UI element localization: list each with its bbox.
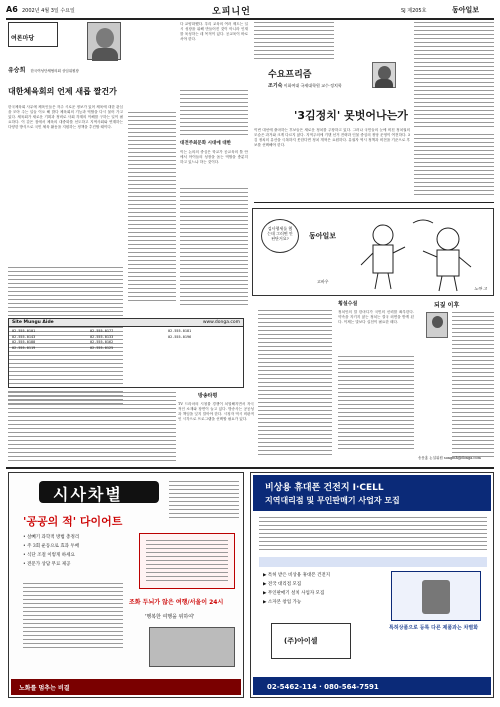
- directory-row: 02-555-0119: [12, 345, 36, 350]
- directory-row: 02-555-0162: [90, 340, 114, 344]
- cartoon-panel: [252, 208, 494, 296]
- ad-feature-item: • 식단 조절 이렇게 하세요: [23, 553, 75, 558]
- author-photo: [372, 62, 396, 88]
- opinion-column-2: [128, 22, 176, 307]
- ad-company-logo: [271, 623, 351, 659]
- article-body-top: 다 교양화했다. 우리 교육의 여러 제도는 일시 성장을 위해 만들어진 것이 아니라 인재를 육성하는 데 목적이 있다. 공교육이 바로 서야 한다.: [180, 22, 248, 41]
- directory-rows: [9, 327, 243, 353]
- ad-cta: 특허상품으로 등록 다른 제품과는 차별화: [389, 625, 479, 631]
- directory-row: 02-555-0125: [90, 345, 114, 350]
- ad-cta: 조화 두뇌가 않은 여행/서울이 24시: [129, 599, 224, 606]
- directory-row: 02-555-0188: [12, 340, 36, 344]
- directory-title: Site Mungu Aide: [12, 320, 54, 325]
- cartoon-caption: 고바우: [317, 279, 329, 284]
- column-name: 수요프리즘: [268, 70, 312, 80]
- masthead-rule: [6, 18, 494, 20]
- body-text-lines: [8, 392, 176, 464]
- ad-feature-list: [23, 533, 133, 569]
- column-name: 방송타평: [198, 393, 218, 399]
- directory-row: 02-555-0177: [90, 329, 114, 333]
- author-title: 한국여성단체협의회 상임위원장: [30, 69, 79, 73]
- cartoon-logo: 동아일보: [309, 232, 337, 240]
- directory-row: 02-555-0101: [12, 329, 36, 333]
- ad-feature-list: [263, 571, 383, 607]
- ad-feature-item: • 살빼기 과학적 방법 총정리: [23, 535, 80, 540]
- ad-feature-item: • 주 3회 운동으로 효과 두배: [23, 544, 80, 549]
- ad-feature-item: ▶ 전국 대리점 모집: [263, 582, 302, 587]
- opinion-column-right: [258, 300, 494, 465]
- column-badge: [8, 22, 58, 47]
- side-title: 되짚 이후: [434, 302, 460, 309]
- ad-headline: '공공의 적' 다이어트: [23, 515, 123, 528]
- speech-text: 검사행세를 했는데 그러면 안된단거요?: [267, 226, 293, 241]
- ad-headline-1: 비상용 휴대폰 건전지 I·CELL: [265, 483, 384, 493]
- directory-row: 02-555-0196: [168, 334, 192, 339]
- ad-product-box: [139, 533, 235, 589]
- ad-feature-item: ▶ 특허 받은 비상용 휴대폰 건전지: [263, 573, 331, 578]
- opinion-column-2b: [180, 22, 248, 307]
- ad-sub-banner: [259, 557, 487, 567]
- subhead: 대전주최문화 시대에 대한: [180, 141, 231, 146]
- author-footer: 송문홍 논설위원 songmh@donga.com: [418, 456, 481, 460]
- page-label: A6: [6, 5, 18, 14]
- author-photo: [426, 312, 448, 338]
- directory-site: www.donga.com: [202, 320, 240, 325]
- ad-headline-2: 지역대리점 및 무인판매기 사업자 모집: [265, 496, 400, 505]
- directory-row: 02-555-0133: [90, 334, 114, 339]
- opinion-column-mid: [178, 392, 254, 462]
- directory-row: 02-555-0181: [168, 329, 192, 333]
- ad-right: [250, 472, 494, 698]
- headline: '3김정치' 못벗어나는가: [294, 109, 408, 122]
- column-name: 횡설수설: [338, 301, 358, 307]
- ad-feature-item: ▶ 무인판매기 설치 사업자 모집: [263, 591, 325, 596]
- author-name: 유승희: [8, 67, 26, 74]
- author-title: 이화여대 국제대학원 교수·정치학: [283, 83, 342, 88]
- article-body: 한국체육회 사무에 체육인들은 자주 시로운 정보가 있어 체육에 대한 관심을 모아 주는 일들 이오 해 밝다 체육회의 기능과 역할을 다시 물어 가고 있다. 체육회가 새로운 기획과 정비로 사회 각계의 이해를 구하는 일이 필요하다. 이 같은 점에서 체육의 대중화를 선도하고 지역사회와 연계하는 다양한 방식으로 국민 체육 활동을 지원하는 정책을 추진할 때이다.: [8, 105, 123, 129]
- author-photo: [87, 22, 121, 60]
- article-body-bottom: 이는 논의의 중심은 학교가 공교육의 틀 안에서 아이들의 성장을 돕는 역할을 충분히 하고 있느냐 하는 것이다.: [180, 150, 248, 164]
- cartoon-signature: 노마 고: [474, 286, 487, 291]
- ad-bottom-text: 노화를 멈추는 비결: [19, 685, 70, 692]
- ad-directory: [8, 318, 244, 388]
- ad-sub: '행복한 여행을 위하여': [145, 614, 195, 620]
- issue-date: 2002년 4월 3일 수요일: [22, 8, 75, 14]
- author-byline: [268, 82, 342, 89]
- article-body: TV 드라마의 시청률 경쟁이 치열해지면서 자극적인 소재와 장면이 늘고 있다. 방송사는 공공성과 책임을 잊지 말아야 한다. 시청자 역시 비판적인 시각으로 프로그램을 선택할 필요가 있다.: [178, 402, 254, 421]
- ad-photo: [149, 627, 235, 667]
- ad-left: [8, 472, 244, 698]
- ad-feature-item: • 전문가 상담 무료 제공: [23, 562, 71, 567]
- ad-banner-text: 시사차별: [53, 485, 123, 504]
- headline: 대한체육회의 언제 새롭 짤건가: [8, 87, 117, 96]
- company-name: (주)아이셀: [284, 637, 318, 645]
- column-name: 여론마당: [11, 35, 35, 42]
- directory-row: 02-555-0143: [12, 334, 36, 339]
- cartoon-drawing: [353, 213, 493, 293]
- article-body: 이번 대선에 출마하는 후보들은 새로운 정치를 주장하고 있다. 그러나 국민들의 눈에 비친 정치권의 모습은 과거와 크게 다르지 않다. 지역주의에 기댄 선거 전략과 인물 중심의 정당 운영이 여전하다. 3김 정치의 유산을 극복하지 못한다면 정치 개혁은 요원하다. 유권자 역시 정책과 비전을 기준으로 후보를 선택해야 한다.: [254, 128, 410, 147]
- ad-phone: 02-5462-114 · 080-564-7591: [267, 683, 379, 691]
- body-text-lines: [254, 22, 334, 62]
- ad-feature-item: ▶ 소자본 창업 가능: [263, 600, 302, 605]
- author-name: 조기숙: [268, 83, 283, 89]
- masthead: [6, 4, 496, 18]
- opinion-column-3: [254, 22, 494, 200]
- issue-tag: SJ 제205호: [401, 8, 427, 14]
- article-body: 정치인의 말 한마디가 국민의 신뢰를 좌우한다. 약속을 지키지 않는 정치는 결국 외면을 받게 된다. 이제는 말보다 실천이 필요한 때다.: [338, 310, 414, 324]
- section-title: 오피니언: [212, 7, 251, 17]
- speech-bubble: [261, 219, 299, 253]
- paper-name: 동아일보: [452, 6, 480, 14]
- ad-product-image: [391, 571, 481, 621]
